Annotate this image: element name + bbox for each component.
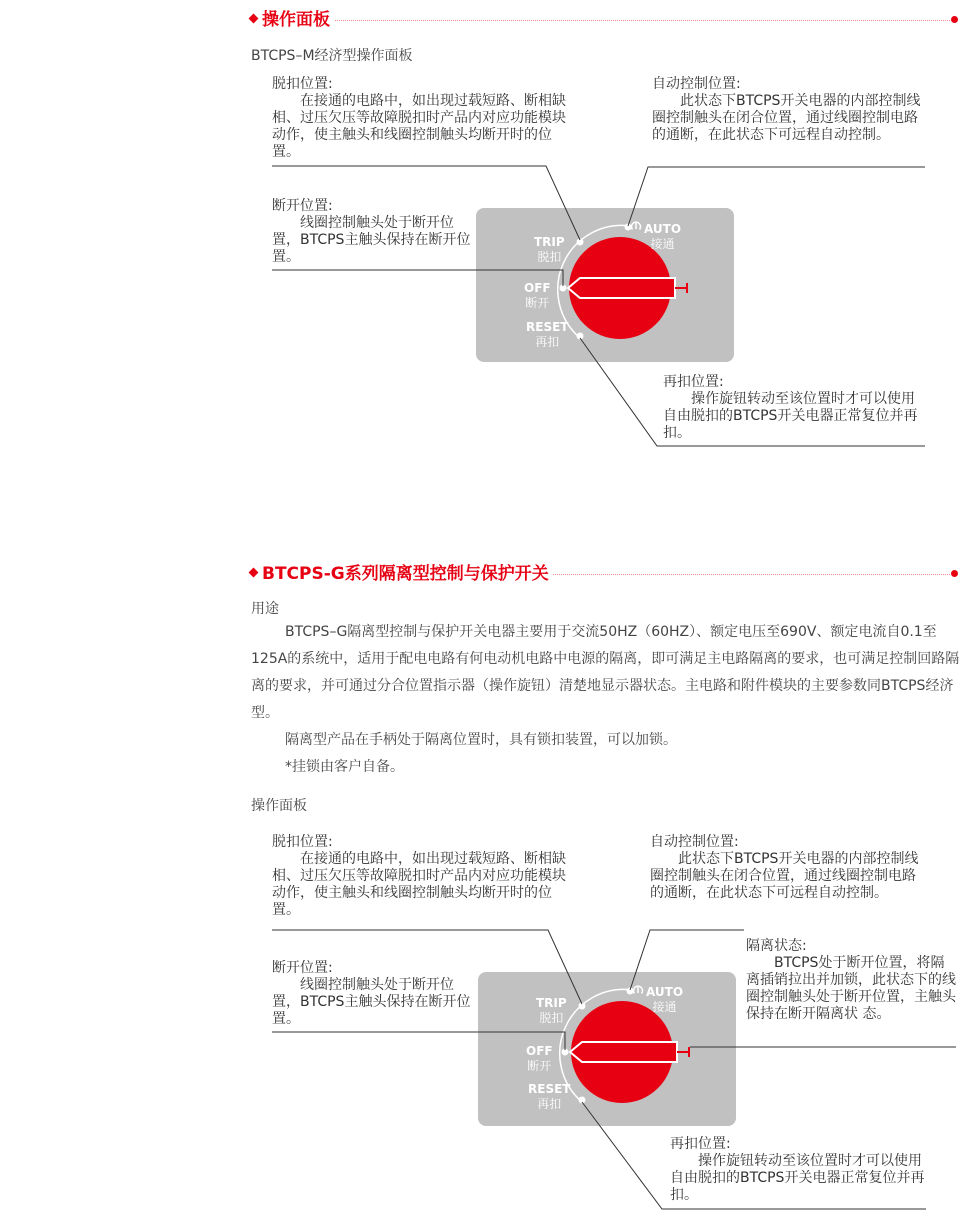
off-annotation: 断开位置: 线圈控制触头处于断开位置，BTCPS主触头保持在断开位置。 <box>272 960 471 1027</box>
auto-annotation: 自动控制位置: 此状态下BTCPS开关电器的内部控制线圈控制触头在闭合位置，通过线圈控制电路的通断，在此状态下可远程自动控制。 <box>652 76 921 143</box>
header-dotted-rule <box>262 20 950 21</box>
section-header <box>250 562 960 586</box>
usage-heading: 用途 <box>251 601 279 617</box>
panel-subtitle: BTCPS–M经济型操作面板 <box>251 48 413 64</box>
reset-annotation: 再扣位置: 操作旋钮转动至该位置时才可以使用自由脱扣的BTCPS开关电器正常复位并再扣。 <box>663 374 918 441</box>
reset-label: RESET 再扣 <box>528 1082 571 1111</box>
auto-label: AUTO 接通 <box>646 985 684 1014</box>
trip-annotation: 脱扣位置: 在接通的电路中，如出现过载短路、断相缺相、过压欠压等故障脱扣时产品内对应功能模块动作，使主触头和线圈控制触头均断开时的位置。 <box>272 834 566 918</box>
header-end-dot-icon <box>951 570 958 577</box>
control-panel-diagram <box>250 70 960 450</box>
off-annotation: 断开位置: 线圈控制触头处于断开位置，BTCPS主触头保持在断开位置。 <box>272 198 471 265</box>
section-header <box>250 8 960 32</box>
trip-label: TRIP 脱扣 <box>534 235 565 264</box>
off-label: OFF 断开 <box>526 1044 553 1073</box>
diamond-bullet-icon <box>249 568 259 578</box>
power-icon <box>634 986 643 993</box>
reset-annotation: 再扣位置: 操作旋钮转动至该位置时才可以使用自由脱扣的BTCPS开关电器正常复位并再扣。 <box>670 1136 925 1203</box>
off-label: OFF 断开 <box>524 281 551 310</box>
power-icon <box>632 222 641 229</box>
section-title: BTCPS-G系列隔离型控制与保护开关 <box>262 562 553 586</box>
trip-label: TRIP 脱扣 <box>536 996 567 1025</box>
isolation-panel-diagram <box>250 830 960 1215</box>
auto-label: AUTO 接通 <box>644 222 682 251</box>
padlock-note: *挂锁由客户自备。 <box>285 759 404 775</box>
auto-annotation: 自动控制位置: 此状态下BTCPS开关电器的内部控制线圈控制触头在闭合位置，通过线圈控制电路的通断，在此状态下可远程自动控制。 <box>650 834 919 901</box>
section-title: 操作面板 <box>262 8 334 32</box>
header-end-dot-icon <box>951 16 958 23</box>
isolation-annotation: 隔离状态: BTCPS处于断开位置，将隔离插销拉出并加锁，此状态下的线圈控制触头处于断开位置，主触头保持在断开隔离状 态。 <box>746 938 956 1022</box>
reset-label: RESET 再扣 <box>526 320 569 349</box>
panel-heading: 操作面板 <box>251 798 307 814</box>
lock-paragraph: 隔离型产品在手柄处于隔离位置时，具有锁扣装置，可以加锁。 <box>285 732 677 748</box>
usage-paragraph: BTCPS–G隔离型控制与保护开关电器主要用于交流50HZ（60HZ）、额定电压至690V、额定电流自0.1至125A的系统中，适用于配电电路有何电动机电路中电源的隔离，即可满足主电路隔离的要求，也可满足控制回路隔离的要求，并可通过分合位置指示器（操作旋钮）清楚地显示器状态。主电路和附件模块的主要参数同BTCPS经济型。 <box>251 624 960 721</box>
diamond-bullet-icon <box>249 14 259 24</box>
trip-annotation: 脱扣位置: 在接通的电路中，如出现过载短路、断相缺相、过压欠压等故障脱扣时产品内对应功能模块动作，使主触头和线圈控制触头均断开时的位置。 <box>272 76 566 160</box>
